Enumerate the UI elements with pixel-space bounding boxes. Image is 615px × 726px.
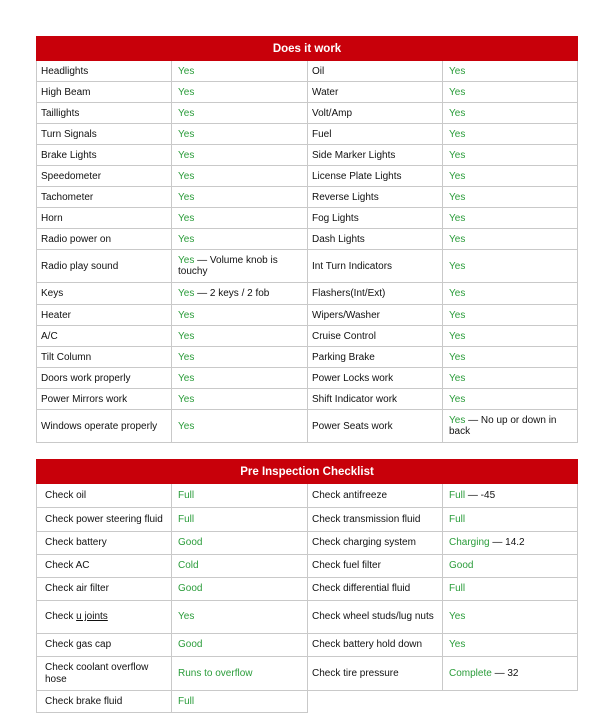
- item-label-text: Oil: [312, 65, 325, 77]
- item-label-left: [37, 691, 172, 713]
- item-label-text: High Beam: [41, 86, 91, 98]
- status-value: Yes: [178, 288, 195, 299]
- status-left: [172, 508, 308, 532]
- item-label-text: Check brake fluid: [45, 695, 123, 707]
- status-value: Yes: [178, 128, 195, 140]
- status-right: [443, 166, 578, 187]
- status-value: Yes: [449, 611, 466, 622]
- status-value: Yes: [449, 639, 466, 650]
- item-label-right: [308, 634, 443, 657]
- status-right: [443, 229, 578, 250]
- item-label-text: Check gas cap: [45, 639, 112, 650]
- item-label-left: [37, 601, 172, 634]
- status-value: Yes: [449, 415, 466, 426]
- status-right: [443, 508, 578, 532]
- status-left: [172, 283, 308, 305]
- item-label-right: [308, 124, 443, 145]
- status-value: Good: [178, 583, 203, 594]
- table-row: [37, 532, 578, 555]
- status-left: [172, 657, 308, 691]
- item-label-left: [37, 484, 172, 508]
- status-value: Full: [178, 695, 195, 707]
- item-label-left: [37, 634, 172, 657]
- item-label-left: [37, 103, 172, 124]
- item-label-text: Check fuel filter: [312, 560, 381, 571]
- item-label-right: [308, 601, 443, 634]
- status-right: [443, 532, 578, 555]
- item-label-left: [37, 555, 172, 578]
- status-right: [443, 410, 578, 443]
- item-label-text: Radio power on: [41, 233, 112, 245]
- status-value: Yes: [449, 309, 466, 321]
- item-label-text: Check antifreeze: [312, 489, 388, 501]
- item-label-left: [37, 208, 172, 229]
- item-label-left: [37, 145, 172, 166]
- status-left: [172, 347, 308, 368]
- status-left: [172, 305, 308, 326]
- item-label-text: Check coolant overflow hose: [45, 661, 149, 685]
- status-right: [443, 145, 578, 166]
- item-label-right: [308, 326, 443, 347]
- table-row: [37, 389, 578, 410]
- status-value: Yes: [449, 288, 466, 299]
- item-label-right: [308, 389, 443, 410]
- item-label-text: Power Seats work: [312, 420, 393, 432]
- status-right: [443, 555, 578, 578]
- item-label-text: Shift Indicator work: [312, 393, 398, 405]
- table-row: [37, 326, 578, 347]
- status-left: [172, 229, 308, 250]
- status-value: Yes: [178, 65, 195, 77]
- table-row: [37, 124, 578, 145]
- status-right: [443, 124, 578, 145]
- item-label-left: [37, 166, 172, 187]
- status-value: Full: [449, 583, 466, 594]
- item-label-text: Horn: [41, 212, 63, 224]
- item-label-text: Fog Lights: [312, 212, 359, 224]
- status-right: [443, 187, 578, 208]
- status-value: Full: [178, 489, 195, 501]
- status-left: [172, 634, 308, 657]
- item-label-left: [37, 326, 172, 347]
- status-right: [443, 634, 578, 657]
- status-value: Yes: [178, 611, 195, 622]
- item-label-text: License Plate Lights: [312, 170, 402, 182]
- status-value: Good: [178, 639, 203, 650]
- item-label-text: Reverse Lights: [312, 191, 379, 203]
- status-left: [172, 555, 308, 578]
- item-label-right: [308, 555, 443, 578]
- item-label-left: [37, 187, 172, 208]
- table-row: [37, 187, 578, 208]
- item-label-right: [308, 103, 443, 124]
- status-left: [172, 532, 308, 555]
- item-label-text: Power Locks work: [312, 372, 394, 384]
- status-value: Yes: [449, 233, 466, 245]
- item-label-text: Keys: [41, 288, 64, 299]
- status-note: — 14.2: [489, 537, 525, 548]
- status-left: [172, 484, 308, 508]
- status-right: [443, 103, 578, 124]
- status-note: — 2 keys / 2 fob: [194, 288, 270, 299]
- item-label-left: [37, 61, 172, 82]
- table-row: [37, 250, 578, 283]
- status-left: [172, 578, 308, 601]
- status-value: Yes: [449, 191, 466, 203]
- table-row: [37, 691, 578, 713]
- status-value: Yes: [449, 351, 466, 363]
- section-title-pre-inspection-checklist: Pre Inspection Checklist: [37, 460, 578, 484]
- status-right: [443, 368, 578, 389]
- does-it-work-table: [36, 36, 578, 443]
- status-note: — -45: [465, 489, 496, 501]
- table-row: [37, 508, 578, 532]
- status-value: Good: [449, 560, 474, 571]
- status-note: — Volume knob is touchy: [178, 255, 278, 277]
- status-left: [172, 124, 308, 145]
- status-left: [172, 250, 308, 283]
- item-label-left: [37, 532, 172, 555]
- status-right: [443, 61, 578, 82]
- item-label-right: [308, 657, 443, 691]
- table-row: [37, 410, 578, 443]
- item-label-text: Wipers/Washer: [312, 309, 380, 321]
- item-label-right: [308, 347, 443, 368]
- item-label-link: u joints: [76, 611, 108, 622]
- item-label-right: [308, 691, 443, 713]
- status-right: [443, 305, 578, 326]
- status-left: [172, 166, 308, 187]
- item-label-text: Tachometer: [41, 191, 94, 203]
- table-row: [37, 103, 578, 124]
- item-label-right: [308, 410, 443, 443]
- item-label-text: Speedometer: [41, 170, 102, 182]
- item-label-text: Water: [312, 86, 339, 98]
- item-label-text: Check oil: [45, 489, 87, 501]
- item-label-right: [308, 368, 443, 389]
- item-label-right: [308, 250, 443, 283]
- status-value: Yes: [449, 372, 466, 384]
- item-label-left: [37, 410, 172, 443]
- status-left: [172, 691, 308, 713]
- pre-inspection-checklist-table: [36, 459, 578, 713]
- item-label-right: [308, 508, 443, 532]
- status-right: [443, 326, 578, 347]
- item-label-left: [37, 82, 172, 103]
- item-label-text: Brake Lights: [41, 149, 97, 161]
- item-label-text: Flashers(Int/Ext): [312, 288, 386, 299]
- status-value: Yes: [178, 107, 195, 119]
- item-label-right: [308, 166, 443, 187]
- section-title-does-it-work: Does it work: [37, 37, 578, 61]
- status-value: Yes: [449, 128, 466, 140]
- status-right: [443, 484, 578, 508]
- item-label-right: [308, 82, 443, 103]
- item-label-right: [308, 229, 443, 250]
- status-right: [443, 283, 578, 305]
- status-right: [443, 601, 578, 634]
- item-label-left: [37, 229, 172, 250]
- table-row: [37, 634, 578, 657]
- item-label-text: Tilt Column: [41, 351, 92, 363]
- item-label-left: [37, 305, 172, 326]
- status-note: — No up or down in back: [449, 415, 557, 437]
- status-left: [172, 82, 308, 103]
- status-right: [443, 82, 578, 103]
- item-label-text: Check AC: [45, 560, 90, 571]
- item-label-left: [37, 283, 172, 305]
- table-row: [37, 578, 578, 601]
- item-label-text: Check: [45, 611, 77, 622]
- status-value: Yes: [449, 170, 466, 182]
- item-label-text: Check differential fluid: [312, 583, 411, 594]
- table-row: [37, 368, 578, 389]
- item-label-text: Check battery hold down: [312, 639, 423, 650]
- status-value: Yes: [449, 149, 466, 161]
- status-right: [443, 657, 578, 691]
- table-row: [37, 208, 578, 229]
- status-value: Yes: [178, 309, 195, 321]
- status-value: Yes: [178, 233, 195, 245]
- item-label-right: [308, 61, 443, 82]
- table-row: [37, 61, 578, 82]
- status-left: [172, 208, 308, 229]
- item-label-right: [308, 484, 443, 508]
- item-label-text: Volt/Amp: [312, 107, 353, 119]
- status-value: Yes: [449, 65, 466, 77]
- status-value: Full: [449, 489, 466, 501]
- status-value: Yes: [178, 393, 195, 405]
- status-right: [443, 691, 578, 713]
- item-label-text: Windows operate properly: [41, 420, 158, 432]
- item-label-text: Parking Brake: [312, 351, 375, 363]
- status-left: [172, 103, 308, 124]
- item-label-left: [37, 347, 172, 368]
- table-row: [37, 82, 578, 103]
- status-right: [443, 347, 578, 368]
- status-value: Yes: [449, 393, 466, 405]
- table-row: [37, 601, 578, 634]
- table-row: [37, 484, 578, 508]
- status-left: [172, 601, 308, 634]
- status-left: [172, 187, 308, 208]
- item-label-text: Check power steering fluid: [45, 513, 163, 525]
- item-label-text: Check battery: [45, 537, 107, 548]
- status-value: Yes: [449, 107, 466, 119]
- status-value: Yes: [178, 420, 195, 432]
- item-label-left: [37, 578, 172, 601]
- status-value: Complete: [449, 667, 492, 679]
- status-right: [443, 389, 578, 410]
- status-right: [443, 250, 578, 283]
- table-row: [37, 555, 578, 578]
- item-label-right: [308, 532, 443, 555]
- status-value: Yes: [178, 149, 195, 161]
- item-label-text: Heater: [41, 309, 72, 321]
- item-label-text: Headlights: [41, 65, 89, 77]
- status-value: Runs to overflow: [178, 667, 253, 679]
- item-label-text: Check air filter: [45, 583, 109, 594]
- status-value: Yes: [178, 255, 195, 266]
- status-value: Yes: [178, 351, 195, 363]
- item-label-left: [37, 508, 172, 532]
- item-label-left: [37, 657, 172, 691]
- table-row: [37, 166, 578, 187]
- item-label-left: [37, 368, 172, 389]
- item-label-text: Int Turn Indicators: [312, 260, 393, 272]
- status-value: Yes: [449, 330, 466, 342]
- status-left: [172, 368, 308, 389]
- item-label-left: [37, 124, 172, 145]
- item-label-text: Check charging system: [312, 537, 416, 548]
- status-value: Yes: [178, 372, 195, 384]
- item-label-text: Cruise Control: [312, 330, 376, 342]
- status-value: Yes: [178, 86, 195, 98]
- item-label-text: Power Mirrors work: [41, 393, 128, 405]
- item-label-text: Fuel: [312, 128, 332, 140]
- item-label-text: Taillights: [41, 107, 80, 119]
- item-label-text: Radio play sound: [41, 260, 119, 272]
- table-row: [37, 229, 578, 250]
- status-value: Good: [178, 537, 203, 548]
- item-label-right: [308, 283, 443, 305]
- item-label-right: [308, 145, 443, 166]
- status-left: [172, 326, 308, 347]
- status-note: — 32: [491, 667, 519, 679]
- table-row: [37, 305, 578, 326]
- item-label-left: [37, 250, 172, 283]
- status-value: Yes: [449, 86, 466, 98]
- item-label-text: A/C: [41, 330, 58, 342]
- item-label-text: Side Marker Lights: [312, 149, 396, 161]
- item-label-right: [308, 208, 443, 229]
- status-right: [443, 578, 578, 601]
- status-left: [172, 61, 308, 82]
- status-value: Yes: [178, 330, 195, 342]
- status-value: Yes: [178, 212, 195, 224]
- status-left: [172, 410, 308, 443]
- item-label-text: Doors work properly: [41, 372, 131, 384]
- table-row: [37, 283, 578, 305]
- item-label-text: Check wheel studs/lug nuts: [312, 611, 434, 622]
- item-label-right: [308, 305, 443, 326]
- status-value: Yes: [449, 260, 466, 272]
- status-value: Yes: [178, 170, 195, 182]
- item-label-right: [308, 187, 443, 208]
- item-label-text: Dash Lights: [312, 233, 365, 245]
- table-row: [37, 657, 578, 691]
- item-label-text: Check transmission fluid: [312, 513, 421, 525]
- status-value: Cold: [178, 560, 199, 571]
- status-value: Yes: [178, 191, 195, 203]
- item-label-text: Check tire pressure: [312, 667, 399, 679]
- status-value: Full: [178, 513, 195, 525]
- status-value: Yes: [449, 212, 466, 224]
- table-row: [37, 145, 578, 166]
- status-value: Full: [449, 513, 466, 525]
- item-label-text: Turn Signals: [41, 128, 97, 140]
- status-right: [443, 208, 578, 229]
- table-row: [37, 347, 578, 368]
- status-value: Charging: [449, 537, 490, 548]
- status-left: [172, 389, 308, 410]
- status-left: [172, 145, 308, 166]
- item-label-left: [37, 389, 172, 410]
- item-label-right: [308, 578, 443, 601]
